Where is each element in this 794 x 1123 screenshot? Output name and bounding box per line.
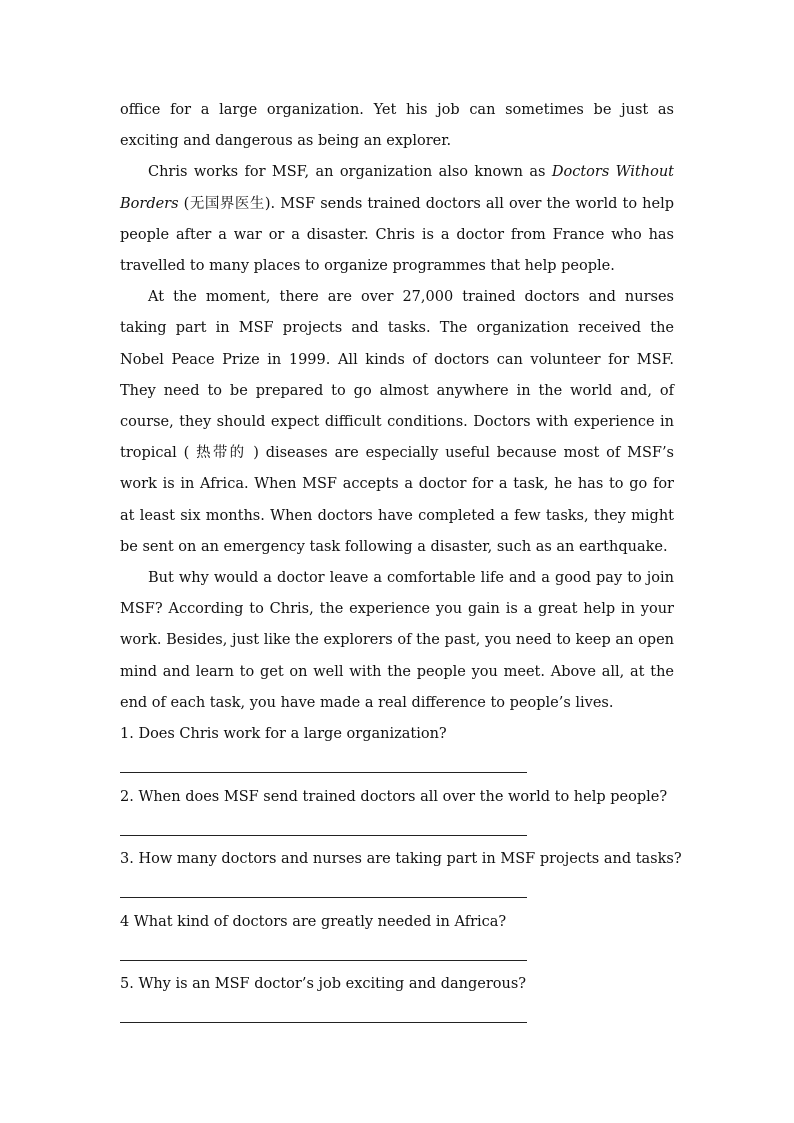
- question-text-3: 3. How many doctors and nurses are taking part in MSF projects and tasks?: [120, 851, 682, 867]
- answer-line-5[interactable]: [120, 1022, 527, 1023]
- question-list: [120, 719, 682, 1032]
- answer-line-3[interactable]: [120, 897, 527, 898]
- question-text-4: 4 What kind of doctors are greatly needed in Africa?: [120, 913, 507, 930]
- question-text-2: 2. When does MSF send trained doctors all over the world to help people?: [120, 788, 668, 805]
- answer-line-4[interactable]: [120, 960, 527, 961]
- question-item-1: [120, 719, 674, 782]
- passage: [120, 95, 674, 719]
- question-item-4: [120, 907, 674, 970]
- question-text-5: 5. Why is an MSF doctor’s job exciting and dangerous?: [120, 976, 527, 992]
- question-item-5: [120, 969, 674, 1032]
- question-text-1: 1. Does Chris work for a large organization?: [120, 726, 447, 742]
- passage-paragraph-3: But why would a doctor leave a comfortable life and a good pay to join MSF? According to Chris, the experience you gain is a great help in your work. Besides, just like the explorers of the past, you need to keep an open mind and learn to get on well with the people you meet. Above all, at the end of each task, you have made a real difference to people’s lives.: [120, 570, 674, 711]
- passage-paragraph-0: office for a large organization. Yet his job can sometimes be just as exciting and dangerous as being an explorer.: [120, 102, 674, 150]
- answer-line-2[interactable]: [120, 835, 527, 836]
- question-item-3: [120, 844, 682, 907]
- passage-paragraph-1: [120, 157, 674, 282]
- answer-line-1[interactable]: [120, 772, 527, 773]
- doctors-without-borders-term: Doctors Without Borders: [120, 164, 674, 212]
- passage-paragraph-2: At the moment, there are over 27,000 trained doctors and nurses taking part in MSF projects and tasks. The organization received the Nobel Peace Prize in 1999. All kinds of doctors can volunteer for MSF. They need to be prepared to go almost anywhere in the world and, of course, they should expect difficult conditions. Doctors with experience in tropical ( 热带的 ) diseases are especially useful because most of MSF’s work is in Africa. When MSF accepts a doctor for a task, he has to go for at least six months. When doctors have completed a few tasks, they might be sent on an emergency task following a disaster, such as an earthquake.: [120, 289, 674, 555]
- question-item-2: [120, 782, 674, 845]
- paragraph-1-text-end: (无国界医生). MSF sends trained doctors all over the world to help people after a war or a disaster. Chris is a doctor from France who has travelled to many places to organize programmes that help people.: [120, 195, 674, 275]
- paragraph-1-text-start: Chris works for MSF, an organization also known as: [148, 164, 552, 181]
